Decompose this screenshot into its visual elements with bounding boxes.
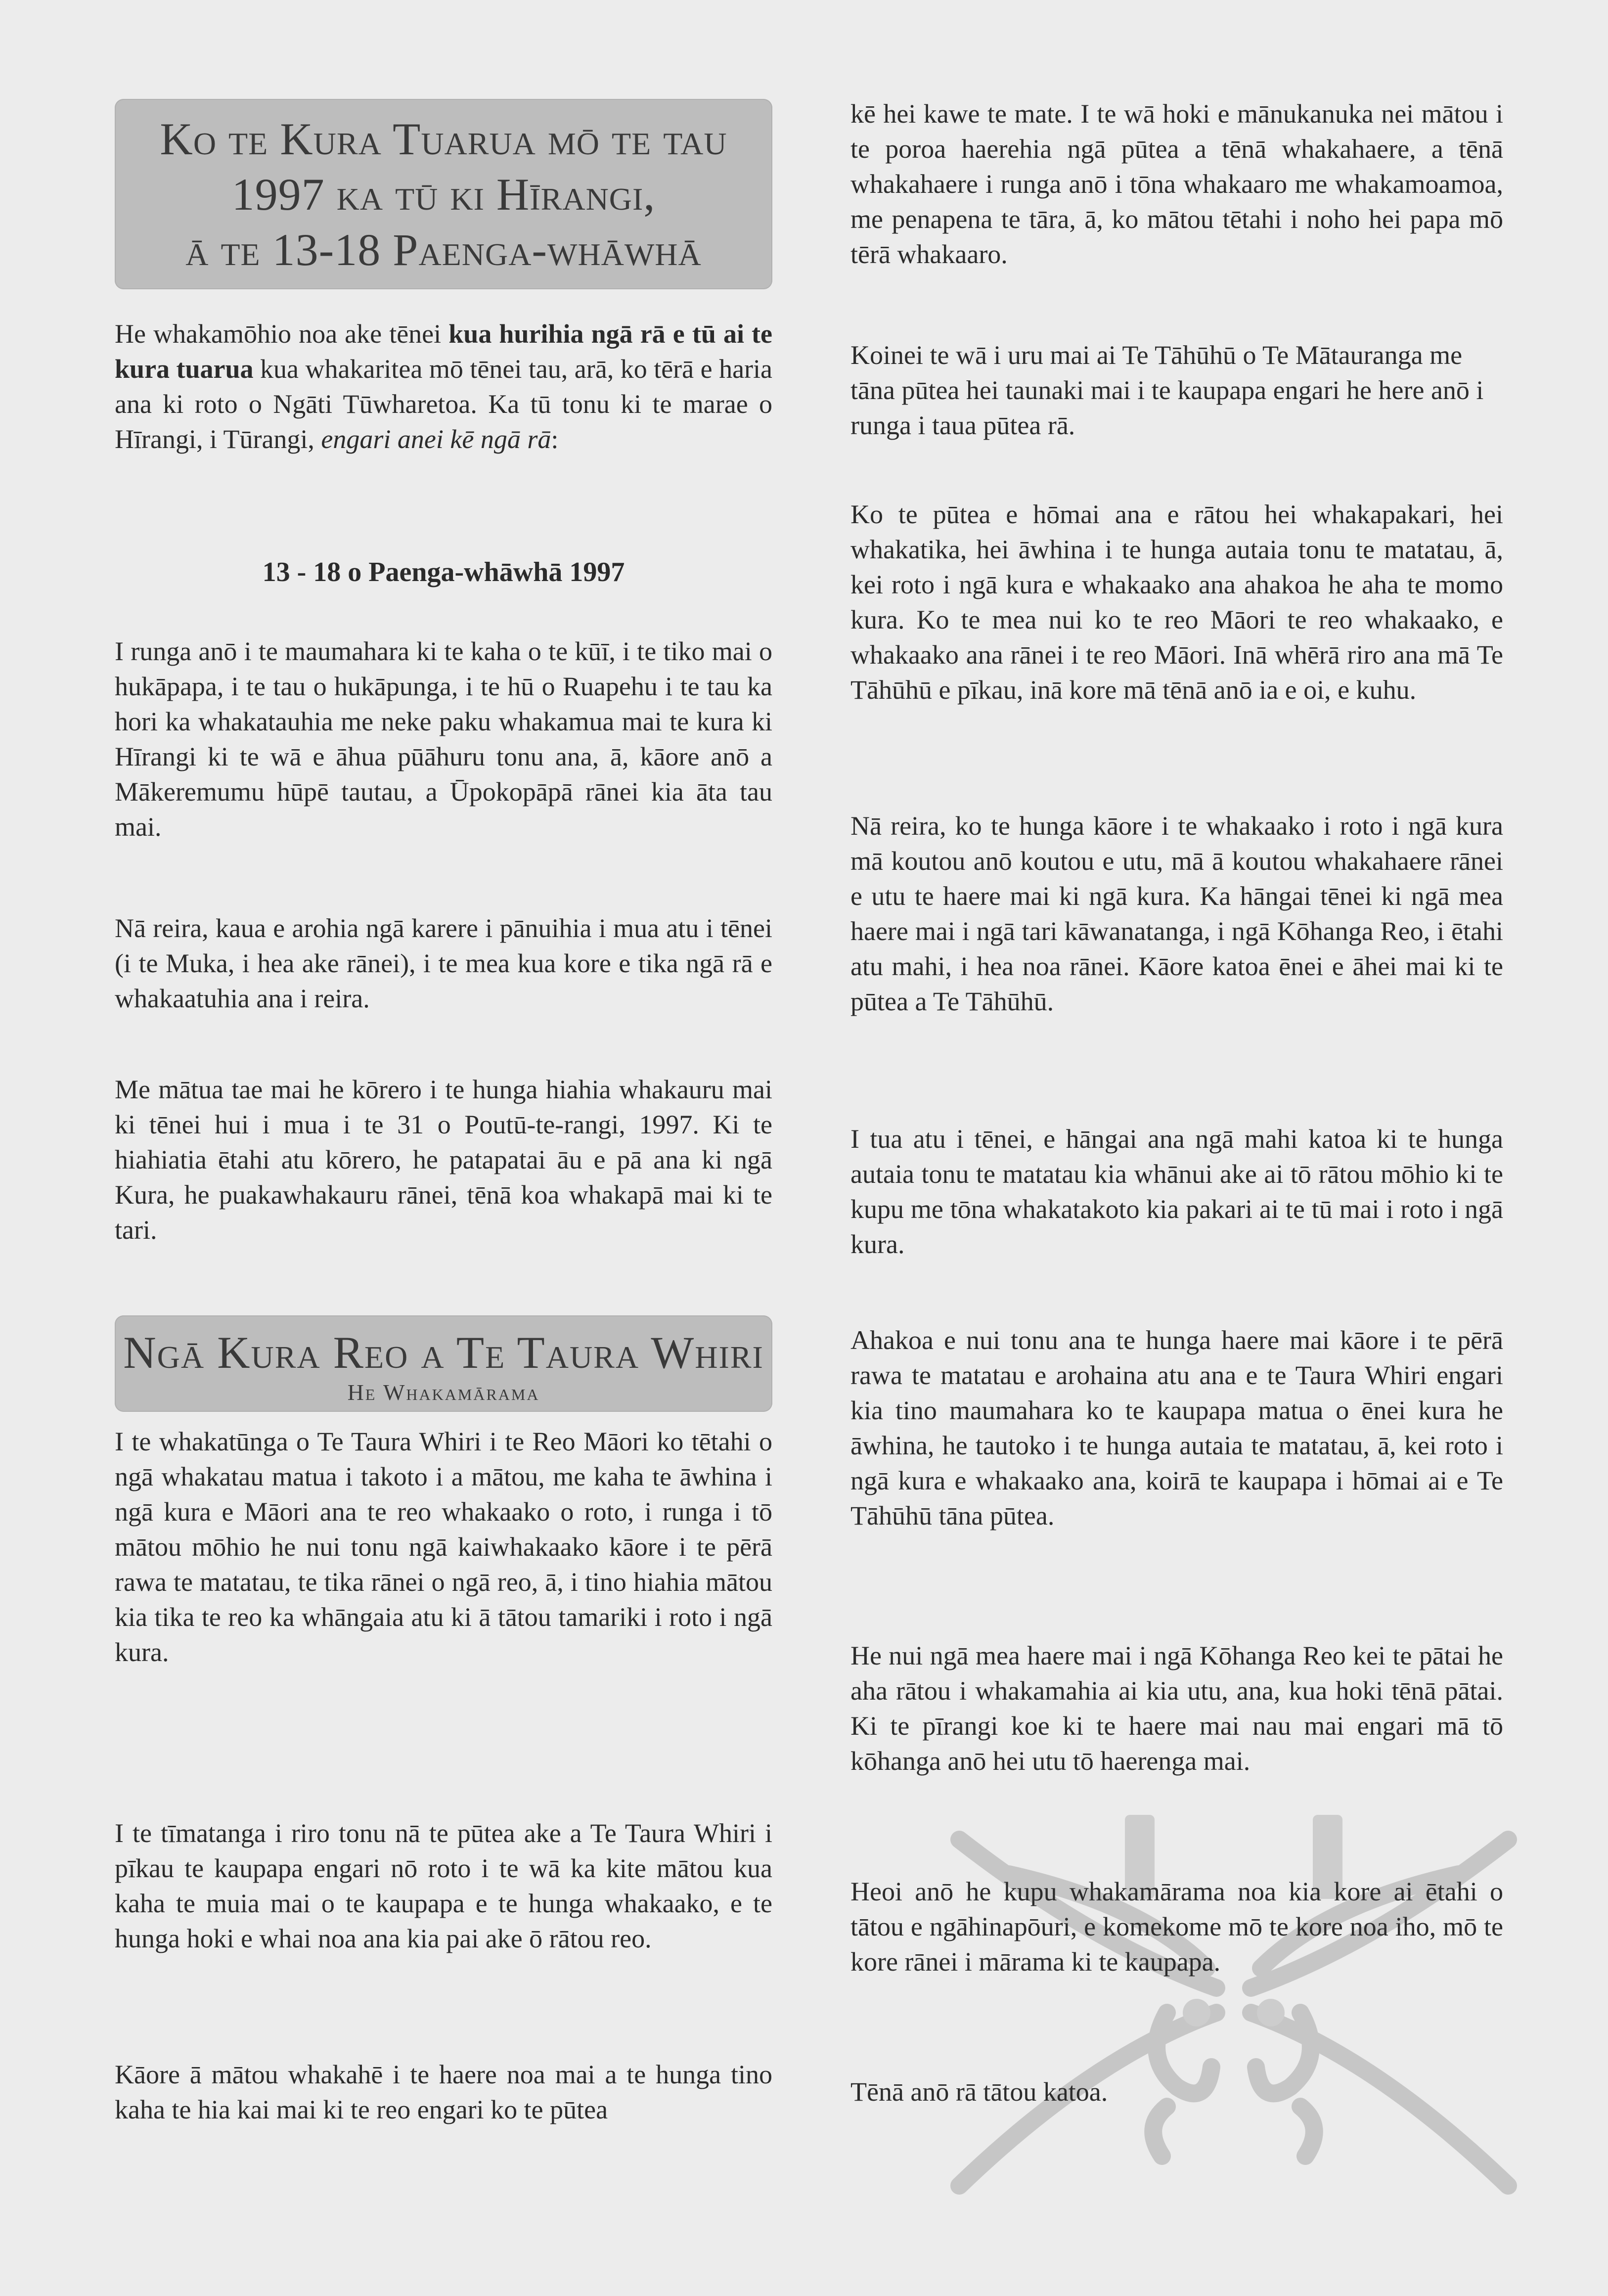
heading-line-3: ā te 13-18 Paenga-whāwhā: [185, 225, 702, 275]
paragraph-funding-start: Kāore ā mātou whakahē i te haere noa mai a te hunga tino kaha te hia kai mai ki te reo engari ko te pūtea: [115, 2060, 772, 2124]
paragraph-registration: Me mātua tae mai he kōrero i te hunga hiahia whakauru mai ki tēnei hui i mua i te 31 o Poutū-te-rangi, 1997. Ki te hiahiatia ētahi atu kōrero, he patapatai āu e pā ana ki ngā Kura, he puakawhakauru rānei, tēnā koa whakapā mai ki te tari.: [115, 1075, 772, 1245]
koru-watermark-icon: [930, 1780, 1538, 2215]
intro-text-italic: engari anei kē ngā rā: [321, 424, 551, 454]
paragraph-purpose: Ko te pūtea e hōmai ana e rātou hei whakapakari, hei whakatika, hei āwhina i te hunga autaia tonu te matatau, ā, kei roto i ngā kura e whakaako ana ahakoa he aha te momo kura. Ko te mea nui ko te reo Māori te reo whakaako, e whakaako ana rānei i te reo Māori. Inā whērā riro ana mā Te Tāhūhū e pīkau, inā kore mā tēnā anō ia e oi, e kuhu.: [850, 499, 1503, 705]
paragraph-notices: Nā reira, kaua e arohia ngā karere i pānuihia i mua atu i tēnei (i te Muka, i hea ake rānei), i te mea kua kore e tika ngā rā e whakaatuhia ana i reira.: [115, 913, 772, 1013]
paragraph-intro: [115, 316, 772, 457]
intro-text-a: He whakamōhio noa ake tēnei: [115, 319, 449, 349]
intro-text-e: :: [551, 424, 559, 454]
paragraph-kohanga: He nui ngā mea haere mai i ngā Kōhanga Reo kei te pātai he aha rātou i whakamahia ai kia utu, ana, kua hoki tēnā pātai. Ki te pīrangi koe ki te haere mai nau mai engari mā tō kōhanga anō hei utu tō haerenga mai.: [850, 1641, 1503, 1776]
heading-line-1: Ko te Kura Tuarua mō te tau: [160, 114, 727, 164]
paragraph-beginning: I te tīmatanga i riro tonu nā te pūtea ake a Te Taura Whiri i pīkau te kaupapa engari nō roto i te wā ka kite mātou kua kaha te muia mai o te kaupapa e te hunga whakaako, e te hunga hoki e whai noa ana kia pai ake ō rātou reo.: [115, 1818, 772, 1953]
date-line: 13 - 18 o Paenga-whāwhā 1997: [262, 557, 625, 587]
intro-text-c: kua whakaritea mō tēnei tau, arā, ko tērā e haria ana ki roto o Ngāti Tūwharetoa. Ka tū tonu ki te marae o Hīrangi, i Tūrangi,: [115, 354, 773, 454]
paragraph-explanation: Heoi anō he kupu whakamārama noa kia kore ai ētahi o tātou e ngāhinapōuri, e komekome mō te kore noa iho, mō te kore rānei i mārama ki te kaupapa.: [850, 1877, 1503, 1977]
paragraph-aims: I tua atu i tēnei, e hāngai ana ngā mahi katoa ki te hunga autaia tonu te matatau kia whānui ake ai tō rātou mōhio ki te kupu me tōna whakatakoto kia pakari ai te tū mai i roto i ngā kura.: [850, 1124, 1503, 1259]
intro-text-bold: kua hurihia ngā rā e tū ai te kura tuarua: [115, 319, 773, 384]
paragraph-closing: Tēnā anō rā tātou katoa.: [850, 2077, 1108, 2107]
paragraph-costs: Nā reira, ko te hunga kāore i te whakaako i roto i ngā kura mā koutou anō koutou e utu, mā ā koutou whakahaere rānei e utu te haere mai ki ngā kura. Ka hāngai tēnei ki ngā mea haere mai i ngā tari kāwanatanga, i ngā Kōhanga Reo, i ētahi atu mahi, i hea noa rānei. Kāore katoa ēnei e āhei mai ki te pūtea a Te Tāhūhū.: [850, 811, 1503, 1016]
heading2-title: Ngā Kura Reo a Te Taura Whiri: [123, 1327, 764, 1378]
paragraph-establishment: I te whakatūnga o Te Taura Whiri i te Reo Māori ko tētahi o ngā whakatau matua i takoto i a mātou, me kaha te āwhina i ngā kura e Māori ana te reo whakaako o roto, i runga i tō mātou mōhio he nui tonu ngā kaiwhakaako kāore i te pērā rawa te matatau, te tika rānei o ngā reo, ā, i tino hiahia mātou kia tika te reo ka whāngaia atu ki ā tātou tamariki i roto i ngā kura.: [115, 1427, 772, 1667]
paragraph-weather: I runga anō i te maumahara ki te kaha o te kūī, i te tiko mai o hukāpapa, i te tau o hukāpunga, i te hū o Ruapehu i te tau ka hori ka whakatauhia me neke paku whakamua mai te kura ki Hīrangi ki te wā e āhua pūāhuru tonu ana, ā, kāore anō a Mākeremumu hūpē tautau, a Ūpokopāpā rānei kia āta tau mai.: [115, 636, 772, 842]
paragraph-tahuhu: Koinei te wā i uru mai ai Te Tāhūhū o Te Mātauranga me tāna pūtea hei taunaki mai i te kaupapa engari he here anō i runga i taua pūtea rā.: [850, 340, 1484, 440]
heading-line-2: 1997 ka tū ki Hīrangi,: [231, 169, 656, 220]
paragraph-main-purpose: Ahakoa e nui tonu ana te hunga haere mai kāore i te pērā rawa te matatau e arohaina atu ana e te Taura Whiri engari kia tino maumahara ko te kaupapa matua o ēnei kura he āwhina, he tautoko i te hunga autaia te matatau, ā, kei roto i ngā kura e whakaako ana, koirā te kaupapa i hōmai ai e Te Tāhūhū tāna pūtea.: [850, 1325, 1503, 1531]
heading-box-kura-reo: [115, 1315, 772, 1412]
paragraph-funding-cont: kē hei kawe te mate. I te wā hoki e mānukanuka nei mātou i te poroa haerehia ngā pūtea a tēnā whakahaere, a tēnā whakahaere i runga anō i tōna whakaaro me whakamoamoa, me penapena te tāra, ā, ko mātou tētahi i noho hei papa mō tērā whakaaro.: [850, 99, 1503, 269]
heading2-subtitle: He Whakamārama: [347, 1380, 540, 1405]
heading-box-kura-tuarua: [115, 99, 772, 289]
